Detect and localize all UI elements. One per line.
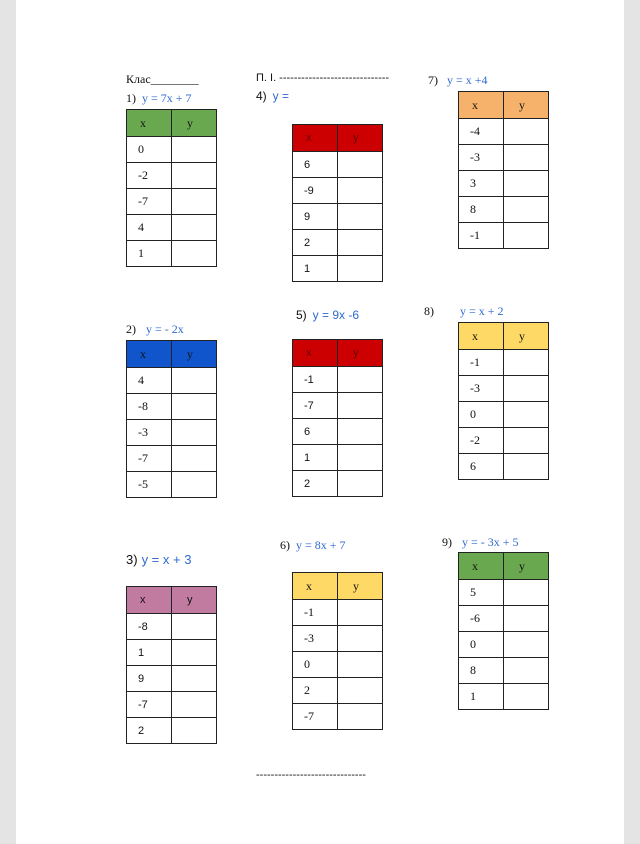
- student-name-label: П. І. ------------------------------: [256, 72, 390, 84]
- task-7-equation: y = x +4: [447, 73, 488, 87]
- y-answer-cell[interactable]: [338, 178, 383, 204]
- y-column-header: y: [172, 110, 217, 137]
- y-answer-cell[interactable]: [504, 350, 549, 376]
- table-row: [127, 718, 217, 744]
- y-answer-cell[interactable]: [504, 402, 549, 428]
- task-4-table: [292, 124, 383, 282]
- x-value-cell: 4: [127, 368, 172, 394]
- x-value-cell: -7: [127, 189, 172, 215]
- table-row: [127, 189, 217, 215]
- y-answer-cell[interactable]: [172, 666, 217, 692]
- table-row: [459, 454, 549, 480]
- table-row: [459, 580, 549, 606]
- x-value-cell: 6: [293, 152, 338, 178]
- task-5-equation: y = 9x -6: [312, 308, 360, 322]
- y-answer-cell[interactable]: [338, 626, 383, 652]
- task-6-title: [280, 538, 346, 553]
- task-5-title: [296, 308, 359, 322]
- table-row: [459, 223, 549, 249]
- y-answer-cell[interactable]: [504, 580, 549, 606]
- y-answer-cell[interactable]: [172, 215, 217, 241]
- table-row: [459, 402, 549, 428]
- x-column-header: x: [127, 110, 172, 137]
- table-row: [459, 658, 549, 684]
- task-4-title: [256, 89, 289, 103]
- y-answer-cell[interactable]: [338, 393, 383, 419]
- x-value-cell: -4: [459, 119, 504, 145]
- x-column-header: x: [459, 92, 504, 119]
- task-7-title: [428, 73, 488, 88]
- x-column-header: x: [293, 125, 338, 152]
- table-header-row: [293, 340, 383, 367]
- x-value-cell: -7: [293, 704, 338, 730]
- table-row: [293, 471, 383, 497]
- y-answer-cell[interactable]: [504, 454, 549, 480]
- task-8-table: [458, 322, 549, 480]
- y-column-header: y: [172, 341, 217, 368]
- y-answer-cell[interactable]: [504, 119, 549, 145]
- table-row: [293, 678, 383, 704]
- x-value-cell: -5: [127, 472, 172, 498]
- table-row: [293, 256, 383, 282]
- table-header-row: [459, 92, 549, 119]
- y-answer-cell[interactable]: [172, 189, 217, 215]
- task-8-number: 8): [424, 304, 434, 318]
- y-answer-cell[interactable]: [504, 658, 549, 684]
- table-header-row: [459, 323, 549, 350]
- y-answer-cell[interactable]: [172, 241, 217, 267]
- y-answer-cell[interactable]: [338, 152, 383, 178]
- x-value-cell: -3: [459, 376, 504, 402]
- table-row: [459, 684, 549, 710]
- task-3-equation: y = x + 3: [141, 552, 192, 567]
- y-answer-cell[interactable]: [172, 163, 217, 189]
- y-answer-cell[interactable]: [172, 472, 217, 498]
- table-row: [127, 614, 217, 640]
- y-answer-cell[interactable]: [338, 204, 383, 230]
- task-2-equation: y = - 2x: [146, 322, 184, 336]
- task-5-table: [292, 339, 383, 497]
- x-value-cell: 1: [459, 684, 504, 710]
- x-value-cell: 4: [127, 215, 172, 241]
- y-answer-cell[interactable]: [504, 197, 549, 223]
- table-row: [459, 171, 549, 197]
- table-row: [127, 163, 217, 189]
- task-4-equation: y =: [272, 89, 290, 103]
- x-value-cell: 9: [127, 666, 172, 692]
- x-column-header: x: [127, 341, 172, 368]
- task-8-title: [424, 304, 504, 319]
- task-4-number: 4): [256, 89, 267, 103]
- x-value-cell: 0: [293, 652, 338, 678]
- y-answer-cell[interactable]: [338, 230, 383, 256]
- table-row: [293, 652, 383, 678]
- task-7-number: 7): [428, 73, 438, 87]
- y-answer-cell[interactable]: [338, 652, 383, 678]
- table-row: [293, 445, 383, 471]
- table-row: [459, 376, 549, 402]
- table-row: [459, 606, 549, 632]
- x-value-cell: -1: [459, 350, 504, 376]
- footer-line: ------------------------------: [256, 769, 366, 781]
- y-column-header: y: [504, 323, 549, 350]
- task-9-title: [442, 535, 519, 550]
- table-row: [127, 215, 217, 241]
- x-value-cell: 1: [127, 640, 172, 666]
- y-column-header: y: [338, 573, 383, 600]
- task-1-equation: y = 7x + 7: [142, 91, 192, 105]
- x-column-header: x: [459, 553, 504, 580]
- task-2-table: [126, 340, 217, 498]
- y-answer-cell[interactable]: [504, 606, 549, 632]
- table-row: [127, 472, 217, 498]
- x-value-cell: 1: [293, 445, 338, 471]
- task-1-title: [126, 91, 192, 106]
- table-row: [293, 204, 383, 230]
- table-row: [293, 419, 383, 445]
- y-answer-cell[interactable]: [338, 367, 383, 393]
- x-column-header: x: [459, 323, 504, 350]
- x-value-cell: 5: [459, 580, 504, 606]
- class-label: Клас________: [126, 72, 199, 86]
- task-1-number: 1): [126, 91, 136, 105]
- x-column-header: x: [293, 340, 338, 367]
- task-9-equation: y = - 3x + 5: [462, 535, 519, 549]
- x-value-cell: 2: [293, 230, 338, 256]
- table-row: [127, 640, 217, 666]
- table-header-row: [127, 341, 217, 368]
- x-value-cell: 1: [127, 241, 172, 267]
- x-value-cell: 0: [459, 402, 504, 428]
- x-value-cell: -3: [293, 626, 338, 652]
- y-answer-cell[interactable]: [172, 420, 217, 446]
- x-value-cell: -1: [459, 223, 504, 249]
- x-value-cell: -3: [127, 420, 172, 446]
- y-column-header: y: [172, 587, 217, 614]
- y-answer-cell[interactable]: [172, 368, 217, 394]
- x-value-cell: -8: [127, 614, 172, 640]
- task-2-title: [126, 322, 184, 337]
- task-8-equation: y = x + 2: [460, 304, 504, 318]
- x-value-cell: 0: [127, 137, 172, 163]
- x-value-cell: 3: [459, 171, 504, 197]
- y-answer-cell[interactable]: [504, 223, 549, 249]
- worksheet-page: [16, 0, 624, 844]
- x-value-cell: -1: [293, 367, 338, 393]
- table-row: [459, 428, 549, 454]
- table-row: [293, 230, 383, 256]
- table-row: [459, 197, 549, 223]
- y-answer-cell[interactable]: [338, 471, 383, 497]
- table-row: [127, 137, 217, 163]
- y-answer-cell[interactable]: [504, 171, 549, 197]
- table-row: [127, 368, 217, 394]
- y-answer-cell[interactable]: [172, 692, 217, 718]
- y-answer-cell[interactable]: [172, 446, 217, 472]
- task-9-table: [458, 552, 549, 710]
- y-answer-cell[interactable]: [504, 684, 549, 710]
- y-answer-cell[interactable]: [172, 614, 217, 640]
- task-6-equation: y = 8x + 7: [296, 538, 346, 552]
- y-answer-cell[interactable]: [504, 632, 549, 658]
- task-7-table: [458, 91, 549, 249]
- y-answer-cell[interactable]: [172, 394, 217, 420]
- y-answer-cell[interactable]: [504, 145, 549, 171]
- y-answer-cell[interactable]: [172, 137, 217, 163]
- task-3-number: 3): [126, 552, 138, 567]
- table-row: [459, 350, 549, 376]
- task-3-title: [126, 552, 191, 567]
- y-answer-cell[interactable]: [338, 704, 383, 730]
- x-value-cell: 6: [293, 419, 338, 445]
- x-value-cell: -2: [459, 428, 504, 454]
- table-row: [293, 393, 383, 419]
- task-3-table: [126, 586, 217, 744]
- x-value-cell: 2: [293, 471, 338, 497]
- x-value-cell: -9: [293, 178, 338, 204]
- x-value-cell: 8: [459, 658, 504, 684]
- y-answer-cell[interactable]: [338, 445, 383, 471]
- table-header-row: [293, 573, 383, 600]
- table-row: [293, 600, 383, 626]
- table-row: [127, 420, 217, 446]
- x-value-cell: -6: [459, 606, 504, 632]
- table-header-row: [127, 110, 217, 137]
- x-column-header: x: [127, 587, 172, 614]
- table-header-row: [459, 553, 549, 580]
- x-value-cell: 1: [293, 256, 338, 282]
- x-value-cell: 9: [293, 204, 338, 230]
- task-2-number: 2): [126, 322, 136, 336]
- task-9-number: 9): [442, 535, 452, 549]
- y-column-header: y: [338, 125, 383, 152]
- table-row: [127, 241, 217, 267]
- x-column-header: x: [293, 573, 338, 600]
- task-6-number: 6): [280, 538, 290, 552]
- x-value-cell: -8: [127, 394, 172, 420]
- x-value-cell: -1: [293, 600, 338, 626]
- table-header-row: [293, 125, 383, 152]
- x-value-cell: 6: [459, 454, 504, 480]
- table-row: [127, 692, 217, 718]
- x-value-cell: -3: [459, 145, 504, 171]
- y-answer-cell[interactable]: [504, 428, 549, 454]
- x-value-cell: 0: [459, 632, 504, 658]
- table-row: [127, 446, 217, 472]
- table-row: [127, 666, 217, 692]
- y-answer-cell[interactable]: [172, 718, 217, 744]
- task-6-table: [292, 572, 383, 730]
- table-header-row: [127, 587, 217, 614]
- x-value-cell: 2: [293, 678, 338, 704]
- table-row: [127, 394, 217, 420]
- table-row: [293, 704, 383, 730]
- y-column-header: y: [338, 340, 383, 367]
- y-answer-cell[interactable]: [338, 419, 383, 445]
- x-value-cell: -7: [127, 446, 172, 472]
- table-row: [459, 145, 549, 171]
- table-row: [293, 367, 383, 393]
- y-answer-cell[interactable]: [338, 600, 383, 626]
- table-row: [459, 632, 549, 658]
- y-column-header: y: [504, 553, 549, 580]
- table-row: [459, 119, 549, 145]
- table-row: [293, 178, 383, 204]
- y-column-header: y: [504, 92, 549, 119]
- task-5-number: 5): [296, 308, 307, 322]
- x-value-cell: 8: [459, 197, 504, 223]
- x-value-cell: -7: [293, 393, 338, 419]
- y-answer-cell[interactable]: [172, 640, 217, 666]
- y-answer-cell[interactable]: [338, 256, 383, 282]
- x-value-cell: 2: [127, 718, 172, 744]
- table-row: [293, 626, 383, 652]
- y-answer-cell[interactable]: [338, 678, 383, 704]
- y-answer-cell[interactable]: [504, 376, 549, 402]
- table-row: [293, 152, 383, 178]
- x-value-cell: -7: [127, 692, 172, 718]
- task-1-table: [126, 109, 217, 267]
- x-value-cell: -2: [127, 163, 172, 189]
